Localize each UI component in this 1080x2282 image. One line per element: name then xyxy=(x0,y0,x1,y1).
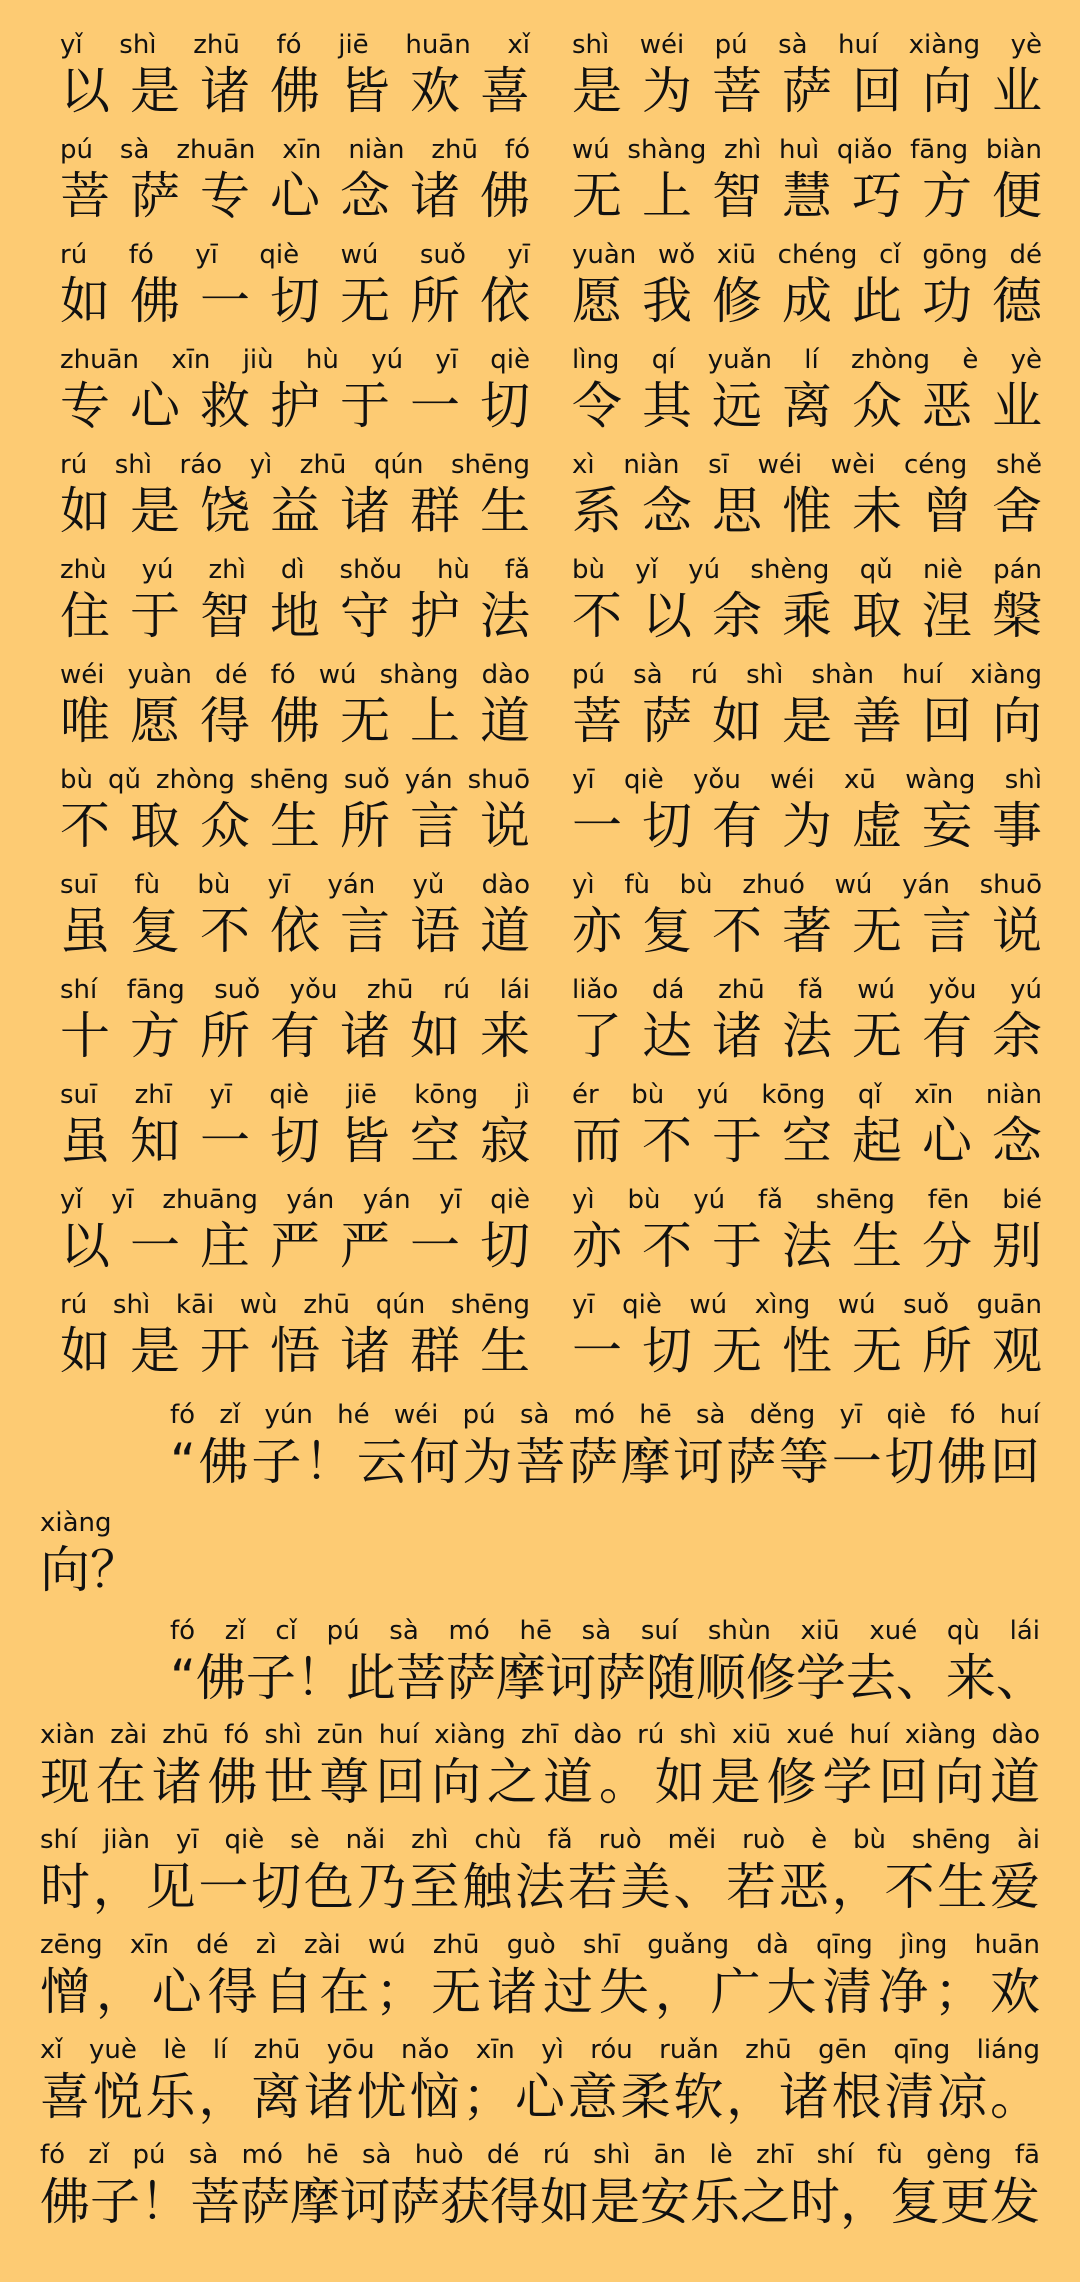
pinyin-text: pú sà rú shì shàn huí xiàng xyxy=(572,660,1042,690)
pinyin-text: xì niàn sī wéi wèi céng shě xyxy=(572,450,1042,480)
pinyin-text: pú sà zhuān xīn niàn zhū fó xyxy=(60,135,530,165)
pinyin-text: yǐ yī zhuāng yán yán yī qiè xyxy=(60,1185,530,1215)
verse-right xyxy=(572,1080,1042,1180)
pinyin-text: fó zǐ pú sà mó hē sà huò dé rú shì ān lè zhī shí fù gèng fā xyxy=(40,2140,1040,2170)
hanzi-text: 一切有为虚妄事 xyxy=(572,797,1042,855)
hanzi-text: 不取众生所言说 xyxy=(60,797,530,855)
hanzi-text: 系念思惟未曾舍 xyxy=(572,482,1042,540)
verse-left xyxy=(60,660,530,760)
pinyin-text: yī qiè yǒu wéi xū wàng shì xyxy=(572,765,1042,795)
pinyin-text: yì bù yú fǎ shēng fēn bié xyxy=(572,1185,1042,1215)
verse-right xyxy=(572,30,1042,130)
prose-line xyxy=(40,1930,1040,2030)
verse-right xyxy=(572,660,1042,760)
verse-line xyxy=(0,240,1080,340)
pinyin-text: yì fù bù zhuó wú yán shuō xyxy=(572,870,1042,900)
hanzi-text: 唯愿得佛无上道 xyxy=(60,692,530,750)
hanzi-text: 而不于空起心念 xyxy=(572,1112,1042,1170)
verse-right xyxy=(572,1290,1042,1390)
hanzi-text: 了达诸法无有余 xyxy=(572,1007,1042,1065)
pinyin-text: ér bù yú kōng qǐ xīn niàn xyxy=(572,1080,1042,1110)
hanzi-text: “佛子！云何为菩萨摩诃萨等一切佛回 xyxy=(170,1433,1040,1491)
verse-right xyxy=(572,135,1042,235)
pinyin-text: wú shàng zhì huì qiǎo fāng biàn xyxy=(572,135,1042,165)
verse-right xyxy=(572,975,1042,1075)
pinyin-text: yǐ shì zhū fó jiē huān xǐ xyxy=(60,30,530,60)
verse-right xyxy=(572,870,1042,970)
prose-line xyxy=(40,1720,1040,1820)
verse-line xyxy=(0,450,1080,550)
hanzi-text: 如是饶益诸群生 xyxy=(60,482,530,540)
verse-line xyxy=(0,345,1080,445)
prose-line xyxy=(40,1825,1040,1925)
hanzi-text: 如佛一切无所依 xyxy=(60,272,530,330)
verse-line xyxy=(0,1080,1080,1180)
pinyin-text: rú shì kāi wù zhū qún shēng xyxy=(60,1290,530,1320)
verse-left xyxy=(60,345,530,445)
pinyin-text: xiàng xyxy=(40,1508,112,1538)
hanzi-text: 佛子！菩萨摩诃萨获得如是安乐之时，复更发 xyxy=(40,2173,1040,2231)
pinyin-text: xǐ yuè lè lí zhū yōu nǎo xīn yì róu ruǎn zhū gēn qīng liáng xyxy=(40,2035,1040,2065)
pinyin-text: zēng xīn dé zì zài wú zhū guò shī guǎng dà qīng jìng huān xyxy=(40,1930,1040,1960)
pinyin-text: lìng qí yuǎn lí zhòng è yè xyxy=(572,345,1042,375)
verse-left xyxy=(60,975,530,1075)
hanzi-text: 十方所有诸如来 xyxy=(60,1007,530,1065)
hanzi-text: 住于智地守护法 xyxy=(60,587,530,645)
pinyin-text: zhù yú zhì dì shǒu hù fǎ xyxy=(60,555,530,585)
hanzi-text: 向？ xyxy=(40,1541,140,1599)
prose-line xyxy=(40,1508,180,1608)
pinyin-text: zhuān xīn jiù hù yú yī qiè xyxy=(60,345,530,375)
verse-left xyxy=(60,1080,530,1180)
hanzi-text: 以是诸佛皆欢喜 xyxy=(60,62,530,120)
verse-line xyxy=(0,975,1080,1075)
prose-line xyxy=(170,1616,1046,1716)
pinyin-text: yī qiè wú xìng wú suǒ guān xyxy=(572,1290,1042,1320)
verse-right xyxy=(572,1185,1042,1285)
pinyin-text: fó zǐ yún hé wéi pú sà mó hē sà děng yī qiè fó huí xyxy=(170,1400,1040,1430)
hanzi-text: 憎，心得自在；无诸过失，广大清净；欢 xyxy=(40,1963,1040,2021)
hanzi-text: 时，见一切色乃至触法若美、若恶，不生爱 xyxy=(40,1858,1040,1916)
pinyin-text: rú fó yī qiè wú suǒ yī xyxy=(60,240,530,270)
verse-left xyxy=(60,1290,530,1390)
verse-line xyxy=(0,555,1080,655)
verse-right xyxy=(572,555,1042,655)
hanzi-text: 如是开悟诸群生 xyxy=(60,1322,530,1380)
hanzi-text: 是为菩萨回向业 xyxy=(572,62,1042,120)
verse-left xyxy=(60,30,530,130)
pinyin-text: bù qǔ zhòng shēng suǒ yán shuō xyxy=(60,765,530,795)
verse-right xyxy=(572,345,1042,445)
verse-left xyxy=(60,870,530,970)
hanzi-text: 专心救护于一切 xyxy=(60,377,530,435)
hanzi-text: 现在诸佛世尊回向之道。如是修学回向道 xyxy=(40,1753,1040,1811)
pinyin-text: rú shì ráo yì zhū qún shēng xyxy=(60,450,530,480)
hanzi-text: 菩萨专心念诸佛 xyxy=(60,167,530,225)
hanzi-text: 以一庄严严一切 xyxy=(60,1217,530,1275)
pinyin-text: fó zǐ cǐ pú sà mó hē sà suí shùn xiū xué qù lái xyxy=(170,1616,1040,1646)
pinyin-text: wéi yuàn dé fó wú shàng dào xyxy=(60,660,530,690)
pinyin-text: xiàn zài zhū fó shì zūn huí xiàng zhī dào rú shì xiū xué huí xiàng dào xyxy=(40,1720,1040,1750)
prose-line xyxy=(40,2035,1040,2135)
hanzi-text: 无上智慧巧方便 xyxy=(572,167,1042,225)
verse-right xyxy=(572,765,1042,865)
verse-line xyxy=(0,870,1080,970)
prose-line xyxy=(170,1400,1040,1500)
pinyin-text: shì wéi pú sà huí xiàng yè xyxy=(572,30,1042,60)
pinyin-text: suī fù bù yī yán yǔ dào xyxy=(60,870,530,900)
verse-line xyxy=(0,765,1080,865)
verse-line xyxy=(0,1185,1080,1285)
pinyin-text: shí jiàn yī qiè sè nǎi zhì chù fǎ ruò měi ruò è bù shēng ài xyxy=(40,1825,1040,1855)
hanzi-text: 令其远离众恶业 xyxy=(572,377,1042,435)
hanzi-text: 不以余乘取涅槃 xyxy=(572,587,1042,645)
pinyin-text: shí fāng suǒ yǒu zhū rú lái xyxy=(60,975,530,1005)
verse-right xyxy=(572,240,1042,340)
verse-left xyxy=(60,555,530,655)
verse-line xyxy=(0,660,1080,760)
hanzi-text: 虽知一切皆空寂 xyxy=(60,1112,530,1170)
pinyin-text: yuàn wǒ xiū chéng cǐ gōng dé xyxy=(572,240,1042,270)
hanzi-text: 一切无性无所观 xyxy=(572,1322,1042,1380)
hanzi-text: 亦复不著无言说 xyxy=(572,902,1042,960)
verse-left xyxy=(60,240,530,340)
verse-line xyxy=(0,1290,1080,1390)
hanzi-text: 愿我修成此功德 xyxy=(572,272,1042,330)
verse-left xyxy=(60,450,530,550)
verse-left xyxy=(60,135,530,235)
pinyin-text: bù yǐ yú shèng qǔ niè pán xyxy=(572,555,1042,585)
verse-line xyxy=(0,30,1080,130)
verse-right xyxy=(572,450,1042,550)
hanzi-text: “佛子！此菩萨摩诃萨随顺修学去、来、 xyxy=(170,1649,1046,1707)
verse-left xyxy=(60,1185,530,1285)
pinyin-text: liǎo dá zhū fǎ wú yǒu yú xyxy=(572,975,1042,1005)
verse-line xyxy=(0,135,1080,235)
hanzi-text: 虽复不依言语道 xyxy=(60,902,530,960)
pinyin-text: suī zhī yī qiè jiē kōng jì xyxy=(60,1080,530,1110)
prose-line xyxy=(40,2140,1040,2240)
hanzi-text: 喜悦乐，离诸忧恼；心意柔软，诸根清凉。 xyxy=(40,2068,1040,2126)
verse-left xyxy=(60,765,530,865)
hanzi-text: 亦不于法生分别 xyxy=(572,1217,1042,1275)
hanzi-text: 菩萨如是善回向 xyxy=(572,692,1042,750)
